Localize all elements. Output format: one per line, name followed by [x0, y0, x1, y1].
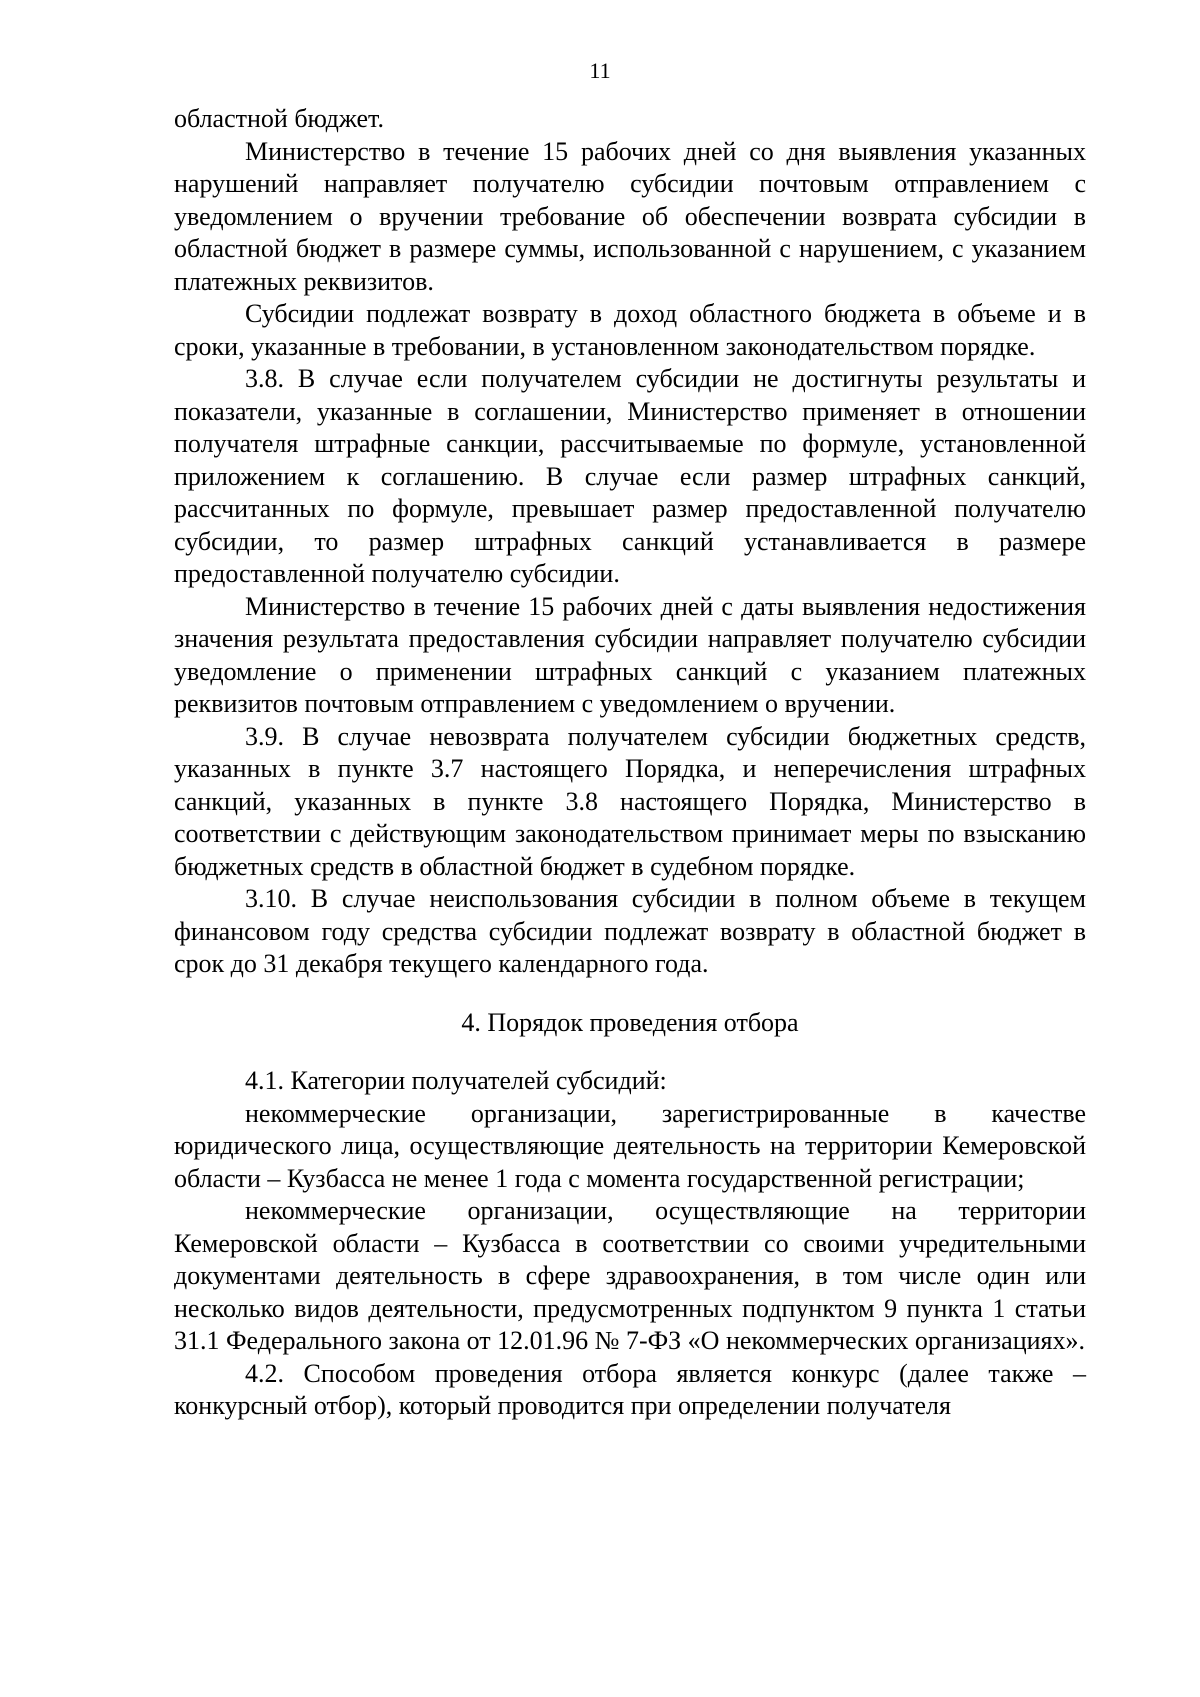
- paragraph-ministry-notice: Министерство в течение 15 рабочих дней с даты выявления недостижения значения результата предоставления субсидии направляет получателю субсидии уведомление о применении штрафных санкций с указанием платежных реквизитов почтовым отправлением с уведомлением о вручении.: [174, 591, 1086, 718]
- paragraph-3-10: 3.10. В случае неиспользования субсидии в полном объеме в текущем финансовом году средства субсидии подлежат возврату в областной бюджет в срок до 31 декабря текущего календарного года.: [174, 884, 1086, 978]
- list-item-nco-healthcare: некоммерческие организации, осуществляющие на территории Кемеровской области – Кузбасса в соответствии со своими учредительными документами деятельность в сфере здравоохранения, в том числе один или несколько видов деятельности, предусмотренных подпунктом 9 пункта 1 статьи 31.1 Федерального закона от 12.01.96 № 7-ФЗ «О некоммерческих организациях».: [174, 1196, 1086, 1355]
- document-body: [174, 103, 1086, 1423]
- paragraph-4-1: 4.1. Категории получателей субсидий:: [245, 1066, 667, 1095]
- paragraph-3-9: 3.9. В случае невозврата получателем субсидии бюджетных средств, указанных в пункте 3.7 настоящего Порядка, и неперечисления штрафных санкций, указанных в пункте 3.8 настоящего Порядка, Министерство в соответствии с действующим законодательством принимает меры по взысканию бюджетных средств в областной бюджет в судебном порядке.: [174, 721, 1086, 881]
- list-item-nco-registered: некоммерческие организации, зарегистрированные в качестве юридического лица, осуществляющие деятельность на территории Кемеровской области – Кузбасса не менее 1 года с момента государственной регистрации;: [174, 1098, 1086, 1193]
- paragraph-4-2: 4.2. Способом проведения отбора является конкурс (далее также – конкурсный отбор), который проводится при определении получателя: [174, 1358, 1086, 1420]
- paragraph-3-8: 3.8. В случае если получателем субсидии не достигнуты результаты и показатели, указанные в соглашении, Министерство применяет в отношении получателя штрафные санкции, рассчитываемые по формуле, установленной приложением к соглашению. В случае если размер штрафных санкций, рассчитанных по формуле, превышает размер предоставленной получателю субсидии, то размер штрафных санкций устанавливается в размере предоставленной получателю субсидии.: [174, 364, 1086, 588]
- section-heading: 4. Порядок проведения отбора: [461, 1007, 799, 1037]
- paragraph-continuation: областной бюджет.: [174, 104, 384, 133]
- paragraph-ministry-demand: Министерство в течение 15 рабочих дней со дня выявления указанных нарушений направляет получателю субсидии почтовым отправлением с уведомлением о вручении требование об обеспечении возврата субсидии в областной бюджет в размере суммы, использованной с нарушением, с указанием платежных реквизитов.: [174, 136, 1086, 296]
- paragraph-subsidy-return: Субсидии подлежат возврату в доход областного бюджета в объеме и в сроки, указанные в требовании, в установленном законодательством порядке.: [174, 299, 1086, 361]
- page-number: 11: [589, 58, 611, 83]
